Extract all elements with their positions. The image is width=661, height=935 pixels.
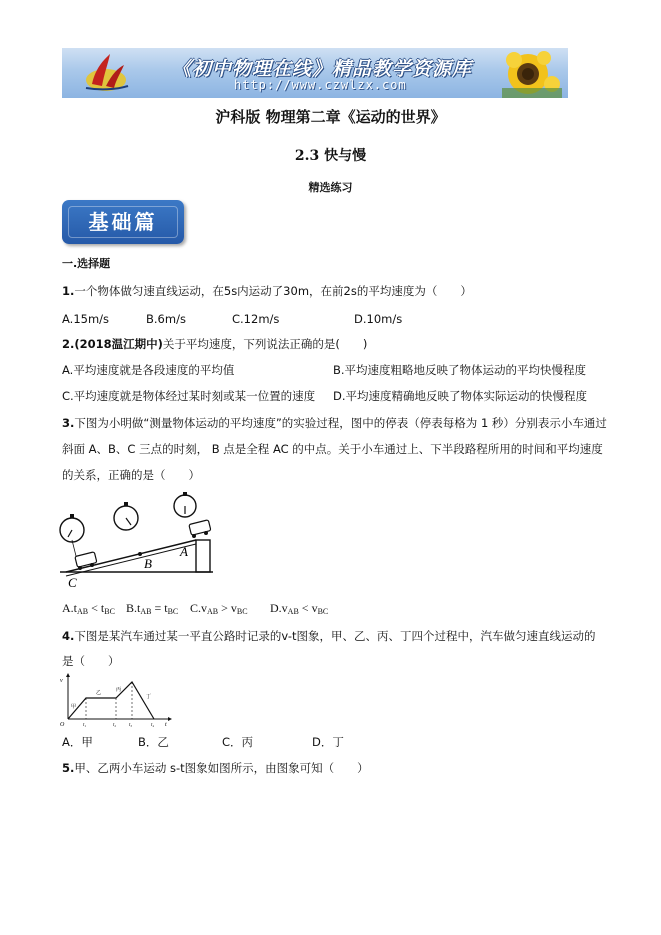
question-text: 一个物体做匀速直线运动，在5s内运动了30m，在前2s的平均速度为（ ） <box>74 284 472 298</box>
question-number: 3. <box>62 416 75 430</box>
question-number: 2. <box>62 337 75 351</box>
opt-text: C.v <box>190 601 208 615</box>
question-text: 下图是某汽车通过某一平直公路时记录的v-t图象，甲、乙、丙、丁四个过程中，汽车做匀速直线运动的 <box>74 629 596 643</box>
vt-graph-figure <box>58 672 174 728</box>
graph-guide-lines <box>86 682 132 719</box>
opt-sub: BC <box>104 607 115 616</box>
q2-option-c[interactable]: C.平均速度就是物体经过某时刻或某一位置的速度 <box>62 389 316 403</box>
question-number: 1. <box>62 284 75 298</box>
opt-sub: AB <box>140 607 152 616</box>
question-5 <box>62 760 369 776</box>
point-b-marker <box>138 552 142 556</box>
incline-experiment-figure <box>58 492 223 588</box>
opt-sub: AB <box>207 607 219 616</box>
q4-option-b[interactable]: B．乙 <box>138 735 169 749</box>
opt-sub: BC <box>167 607 179 616</box>
q1-option-d[interactable]: D.10m/s <box>354 312 403 326</box>
segment-jia-label: 甲 <box>71 704 77 710</box>
segment-bing-label: 丙 <box>116 687 122 693</box>
question-3-line-1 <box>62 415 607 431</box>
graph-curve <box>68 682 154 719</box>
axis-t-label: t <box>165 722 167 728</box>
question-4-line-1 <box>62 628 596 644</box>
opt-text: A.t <box>62 601 77 615</box>
q2-option-a[interactable]: A.平均速度就是各段速度的平均值 <box>62 363 235 377</box>
axis-v-label: v <box>60 678 63 684</box>
stopwatch-b-icon <box>114 502 138 530</box>
question-3-line-3: 的关系，正确的是（ ） <box>62 468 200 482</box>
section-heading: 一.选择题 <box>62 257 111 270</box>
q3-option-c[interactable] <box>190 601 248 616</box>
banner-logo-icon <box>86 54 128 91</box>
incline-support-block <box>196 540 210 572</box>
banner-title: 《初中物理在线》精品教学资源库 <box>172 58 473 80</box>
q3-option-b[interactable] <box>126 601 178 616</box>
opt-sub: BC <box>317 607 329 616</box>
tick-t2: t₂ <box>113 723 117 728</box>
q4-option-d[interactable]: D．丁 <box>312 735 344 749</box>
stopwatch-c-icon <box>60 514 84 556</box>
segment-yi-label: 乙 <box>96 690 102 696</box>
tick-t1: t₁ <box>83 723 87 728</box>
q1-option-c[interactable]: C.12m/s <box>232 312 280 326</box>
opt-sub: BC <box>236 607 248 616</box>
opt-text: < v <box>298 601 318 615</box>
question-source: (2018温江期中) <box>74 337 163 351</box>
tick-t4: t₄ <box>151 723 155 728</box>
opt-sub: AB <box>287 607 299 616</box>
q1-option-b[interactable]: B.6m/s <box>146 312 186 326</box>
question-text: 关于平均速度，下列说法正确的是( ) <box>162 337 368 351</box>
header-banner <box>62 48 568 98</box>
q4-option-a[interactable]: A．甲 <box>62 735 93 749</box>
cart-top-icon <box>189 520 211 538</box>
question-number: 4. <box>62 629 75 643</box>
opt-text: > v <box>218 601 237 615</box>
label-c: C <box>68 575 77 588</box>
banner-sunflower-icon <box>502 51 562 98</box>
q4-option-c[interactable]: C．丙 <box>222 735 254 749</box>
level-badge <box>62 200 184 244</box>
tick-t3: t₃ <box>129 723 133 728</box>
question-text: 甲、乙两小车运动 s-t图象如图所示，由图象可知（ ） <box>74 761 369 775</box>
question-text: 下图为小明做“测量物体运动的平均速度”的实验过程，图中的停表（停表每格为 1 秒）分别表示小车通过 <box>74 416 607 430</box>
q1-option-a[interactable]: A.15m/s <box>62 312 110 326</box>
opt-text: B.t <box>126 601 141 615</box>
question-2 <box>62 336 367 352</box>
question-number: 5. <box>62 761 75 775</box>
exercise-subtitle: 精选练习 <box>308 181 353 194</box>
question-3-line-2: 斜面 A、B、C 三点的时刻， B 点是全程 AC 的中点。关于小车通过上、下半段路程所用的时间和平均速度 <box>62 442 603 456</box>
label-a: A <box>180 544 188 559</box>
opt-text: D.v <box>270 601 288 615</box>
document-title: 沪科版 物理第二章《运动的世界》 <box>215 108 446 126</box>
question-1 <box>62 283 472 299</box>
graph-axes <box>66 673 172 721</box>
opt-sub: AB <box>77 607 89 616</box>
level-badge-label: 基础篇 <box>68 206 178 238</box>
question-4-line-2: 是（ ） <box>62 654 120 668</box>
section-title: 2.3 快与慢 <box>294 148 367 164</box>
q3-option-a[interactable] <box>62 601 115 616</box>
opt-text: < t <box>88 601 105 615</box>
origin-label: O <box>60 722 65 728</box>
q2-option-b[interactable]: B.平均速度粗略地反映了物体运动的平均快慢程度 <box>333 363 587 377</box>
q2-option-d[interactable]: D.平均速度精确地反映了物体实际运动的快慢程度 <box>333 389 588 403</box>
stopwatch-a-icon <box>174 492 196 517</box>
opt-text: = t <box>151 601 168 615</box>
label-b: B <box>144 556 152 571</box>
segment-ding-label: 丁 <box>146 694 152 700</box>
banner-url[interactable]: http://www.czwlzx.com <box>234 78 407 92</box>
q3-option-d[interactable] <box>270 601 328 616</box>
